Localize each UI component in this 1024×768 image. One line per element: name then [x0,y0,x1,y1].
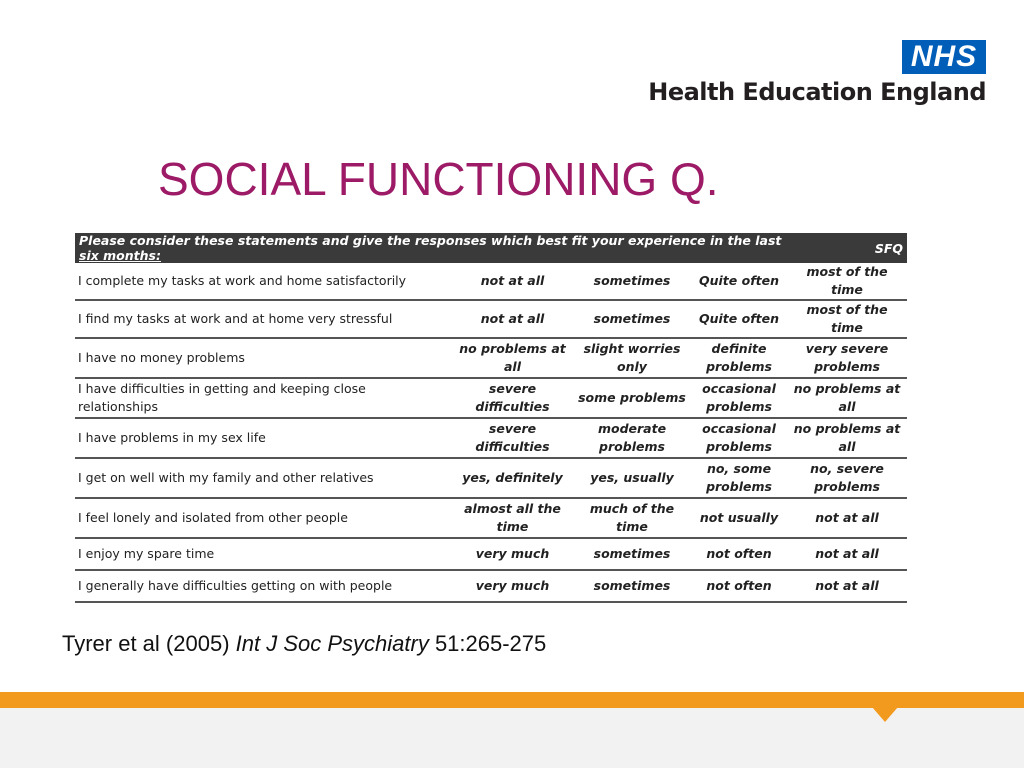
option-cell: very much [452,570,573,602]
option-cell: most of the time [787,300,907,338]
option-cell: not often [691,538,787,570]
table-row [75,418,907,458]
organization-name: Health Education England [648,78,986,106]
option-cell: no problems at all [787,418,907,458]
option-cell: not usually [691,498,787,538]
table-row [75,300,907,338]
option-cell: not at all [787,538,907,570]
table-row [75,378,907,418]
sfq-table [75,233,907,603]
option-cell: very severe problems [787,338,907,378]
option-cell: not at all [787,570,907,602]
option-cell: Quite often [691,300,787,338]
option-cell: sometimes [573,570,691,602]
statement-cell: I have no money problems [75,338,452,378]
statement-cell: I have difficulties in getting and keeping close relationships [75,378,452,418]
option-cell: sometimes [573,300,691,338]
table-row [75,338,907,378]
statement-cell: I feel lonely and isolated from other people [75,498,452,538]
option-cell: no problems at all [452,338,573,378]
option-cell: severe difficulties [452,378,573,418]
option-cell: not often [691,570,787,602]
option-cell: very much [452,538,573,570]
option-cell: yes, usually [573,458,691,498]
option-cell: occasional problems [691,418,787,458]
option-cell: not at all [452,300,573,338]
statement-cell: I generally have difficulties getting on with people [75,570,452,602]
option-cell: much of the time [573,498,691,538]
header-period: six months: [79,248,161,263]
statement-cell: I get on well with my family and other relatives [75,458,452,498]
option-cell: severe difficulties [452,418,573,458]
nhs-logo-box: NHS [902,40,986,74]
table-row [75,570,907,602]
option-cell: no, some problems [691,458,787,498]
table-row [75,263,907,300]
table-header-prompt [75,233,787,263]
statement-cell: I find my tasks at work and at home very stressful [75,300,452,338]
statement-cell: I complete my tasks at work and home satisfactorily [75,263,452,300]
nhs-hee-logo [626,40,986,112]
table-header-label: SFQ [787,233,907,263]
option-cell: sometimes [573,538,691,570]
citation-journal: Int J Soc Psychiatry [235,631,429,656]
option-cell: Quite often [691,263,787,300]
statement-cell: I enjoy my spare time [75,538,452,570]
option-cell: occasional problems [691,378,787,418]
table-header-row [75,233,907,263]
slide-title: SOCIAL FUNCTIONING Q. [158,153,719,205]
footer-band [0,708,1024,768]
header-prompt-text: Please consider these statements and give the responses which best fit your experience in the last [79,233,782,248]
citation-authors: Tyrer et al (2005) [62,631,236,656]
option-cell: definite problems [691,338,787,378]
option-cell: no, severe problems [787,458,907,498]
option-cell: some problems [573,378,691,418]
option-cell: most of the time [787,263,907,300]
table-row [75,498,907,538]
citation [62,631,546,657]
option-cell: not at all [787,498,907,538]
citation-reference: 51:265-275 [428,631,547,656]
table-row [75,538,907,570]
option-cell: moderate problems [573,418,691,458]
option-cell: almost all the time [452,498,573,538]
option-cell: no problems at all [787,378,907,418]
footer-notch [872,707,898,722]
footer-accent-bar [0,692,1024,708]
option-cell: not at all [452,263,573,300]
statement-cell: I have problems in my sex life [75,418,452,458]
table-row [75,458,907,498]
option-cell: yes, definitely [452,458,573,498]
option-cell: sometimes [573,263,691,300]
option-cell: slight worries only [573,338,691,378]
